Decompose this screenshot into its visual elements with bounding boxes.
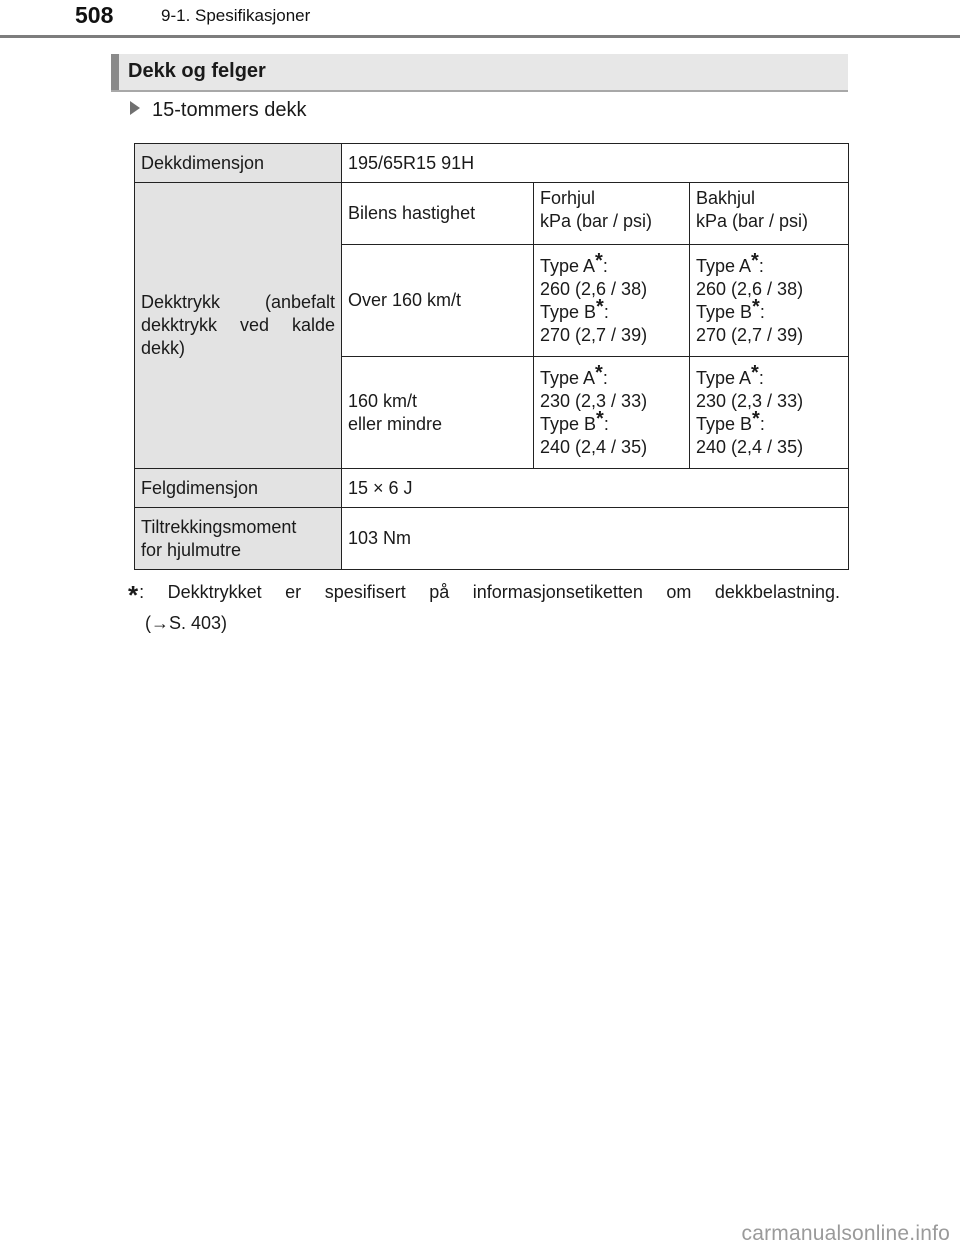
footnote-asterisk: * — [751, 249, 759, 272]
arrow-right-icon: → — [151, 613, 169, 633]
subheading — [130, 99, 307, 122]
section-heading-text: Dekk og felger — [128, 60, 266, 82]
front-pressure-cell — [534, 245, 690, 357]
triangle-bullet-icon — [130, 101, 140, 115]
footnote-asterisk: * — [752, 407, 760, 430]
footnote-asterisk: * — [595, 361, 603, 384]
watermark: carmanualsonline.info — [741, 1222, 950, 1245]
table-row-tire-size — [135, 144, 849, 183]
footnote-line1 — [128, 578, 840, 609]
footnote-asterisk: * — [752, 295, 760, 318]
footnote — [128, 578, 840, 637]
rim-value: 15 × 6 J — [342, 469, 849, 508]
rear-column-header — [690, 183, 849, 245]
front-header-line1: Forhjul — [540, 188, 596, 208]
rear-header-line1: Bakhjul — [696, 188, 756, 208]
footnote-paren: ( — [145, 613, 151, 633]
section-heading — [111, 54, 848, 92]
pressure-value: 230 (2,3 / 33) — [540, 390, 648, 411]
speed-text: 160 km/t — [348, 390, 418, 411]
colon: : — [759, 413, 765, 434]
footnote-asterisk: * — [751, 361, 759, 384]
front-pressure-cell — [534, 357, 690, 469]
torque-value: 103 Nm — [342, 508, 849, 570]
footnote-page-reference: S. 403) — [169, 613, 228, 633]
pressure-value: 260 (2,6 / 38) — [696, 278, 804, 299]
rear-pressure-cell — [690, 245, 849, 357]
rear-pressure-cell — [690, 357, 849, 469]
footnote-line2 — [128, 609, 840, 637]
pressure-label: Dekktrykk (anbefalt dekktrykk ved kalde dekk) — [135, 183, 342, 469]
rim-label: Felgdimensjon — [135, 469, 342, 508]
chapter-title: 9-1. Spesifikasjoner — [161, 6, 311, 25]
type-a-label: Type A — [696, 367, 752, 388]
footnote-asterisk: * — [595, 249, 603, 272]
type-a-label: Type A — [696, 255, 752, 276]
pressure-value: 230 (2,3 / 33) — [696, 390, 804, 411]
torque-label-line1: Tiltrekkingsmoment — [141, 516, 297, 537]
type-a-label: Type A — [540, 367, 596, 388]
pressure-value: 240 (2,4 / 35) — [540, 436, 648, 457]
table-row-torque — [135, 508, 849, 570]
pressure-value: 270 (2,7 / 39) — [696, 324, 804, 345]
colon: : — [758, 255, 764, 276]
front-column-header — [534, 183, 690, 245]
tire-size-label: Dekkdimensjon — [135, 144, 342, 183]
speed-cell — [342, 357, 534, 469]
type-a-label: Type A — [540, 255, 596, 276]
table-row-rim — [135, 469, 849, 508]
pressure-value: 260 (2,6 / 38) — [540, 278, 648, 299]
footnote-text: : Dekktrykket er spesifisert på informasjonsetiketten om dekkbelastning. — [139, 582, 840, 602]
type-b-label: Type B — [696, 301, 753, 322]
colon: : — [602, 367, 608, 388]
colon: : — [759, 301, 765, 322]
pressure-value: 240 (2,4 / 35) — [696, 436, 804, 457]
torque-label — [135, 508, 342, 570]
footnote-asterisk: * — [596, 295, 604, 318]
section-heading-bar — [111, 54, 119, 90]
type-b-label: Type B — [696, 413, 753, 434]
speed-text: eller mindre — [348, 413, 443, 434]
subheading-text: 15-tommers dekk — [152, 99, 307, 121]
colon: : — [603, 301, 609, 322]
pressure-value: 270 (2,7 / 39) — [540, 324, 648, 345]
rear-header-line2: kPa (bar / psi) — [696, 211, 809, 231]
speed-column-header: Bilens hastighet — [342, 183, 534, 245]
colon: : — [603, 413, 609, 434]
tire-spec-table — [134, 143, 849, 570]
speed-text: Over 160 km/t — [348, 290, 462, 310]
type-b-label: Type B — [540, 413, 597, 434]
torque-label-line2: for hjulmutre — [141, 539, 242, 560]
colon: : — [602, 255, 608, 276]
footnote-asterisk: * — [596, 407, 604, 430]
colon: : — [758, 367, 764, 388]
page-number: 508 — [75, 2, 114, 28]
header-divider — [0, 35, 960, 38]
type-b-label: Type B — [540, 301, 597, 322]
tire-size-value: 195/65R15 91H — [342, 144, 849, 183]
footnote-star: * — [128, 580, 139, 610]
front-header-line2: kPa (bar / psi) — [540, 211, 653, 231]
speed-cell — [342, 245, 534, 357]
table-row-pressure-header — [135, 183, 849, 245]
